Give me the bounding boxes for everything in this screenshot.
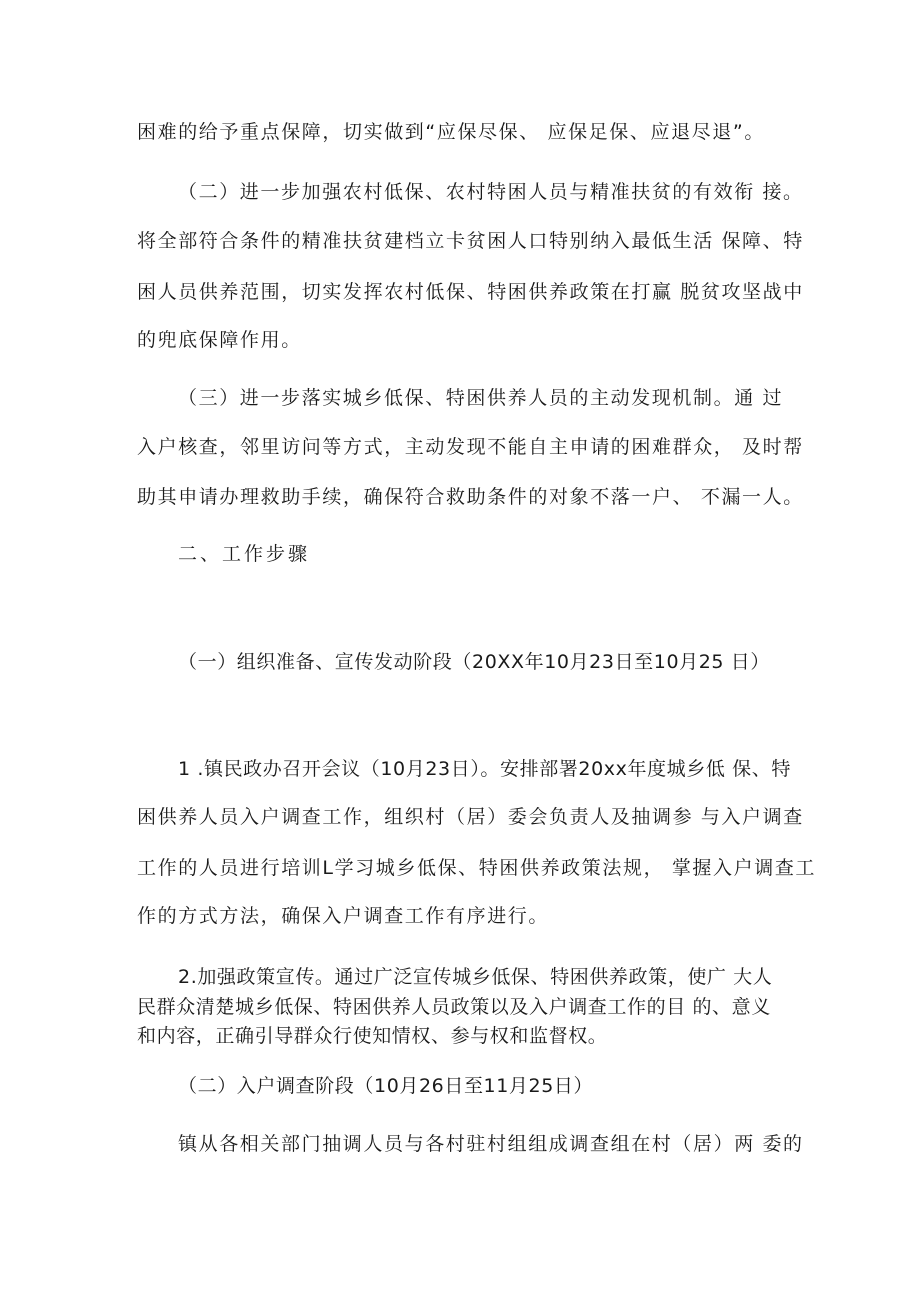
paragraph-line: 镇从各相关部门抽调人员与各村驻村组组成调查组在村（居）两 委的 xyxy=(178,1133,804,1155)
paragraph-line: 困供养人员入户调查工作，组织村（居）委会负责人及抽调参 与入户调查 xyxy=(137,806,804,828)
paragraph-line: 困难的给予重点保障，切实做到“应保尽保、 应保足保、应退尽退”。 xyxy=(137,121,765,143)
paragraph-line: 民群众清楚城乡低保、特困供养人员政策以及入户调查工作的目 的、意义 xyxy=(137,996,771,1018)
paragraph-line: 2.加强政策宣传。通过广泛宣传城乡低保、特困供养政策，使广 大人 xyxy=(178,966,773,988)
paragraph-line: 的兜底保障作用。 xyxy=(137,329,302,351)
subsection-heading: （二）入户调查阶段（10月26日至11月25日） xyxy=(178,1075,594,1097)
paragraph-line: 困人员供养范围，切实发挥农村低保、特困供养政策在打赢 脱贫攻坚战中 xyxy=(137,281,804,303)
paragraph-line: 和内容，正确引导群众行使知情权、参与权和监督权。 xyxy=(137,1025,608,1047)
paragraph-line: （三）进一步落实城乡低保、特困供养人员的主动发现机制。通 过 xyxy=(178,387,784,409)
paragraph-line: （二）进一步加强农村低保、农村特困人员与精准扶贫的有效衔 接。 xyxy=(178,181,804,203)
paragraph-line: 将全部符合条件的精准扶贫建档立卡贫困人口特别纳入最低生活 保障、特 xyxy=(137,230,804,252)
paragraph-line: 1 .镇民政办召开会议（10月23日）。安排部署20xx年度城乡低 保、特 xyxy=(178,758,791,780)
paragraph-line: 作的方式方法，确保入户调查工作有序进行。 xyxy=(137,905,550,927)
paragraph-line: 助其申请办理救助手续，确保符合救助条件的对象不落一户、 不漏一人。 xyxy=(137,486,804,508)
paragraph-line: 工作的人员进行培训L学习城乡低保、特困供养政策法规， 掌握入户调查工 xyxy=(137,857,817,879)
section-heading: 二、工作步骤 xyxy=(178,543,311,565)
subsection-heading: （一）组织准备、宣传发动阶段（20XX年10月23日至10月25 日） xyxy=(178,651,770,673)
paragraph-line: 入户核查，邻里访问等方式，主动发现不能自主申请的困难群众， 及时帮 xyxy=(137,436,804,458)
